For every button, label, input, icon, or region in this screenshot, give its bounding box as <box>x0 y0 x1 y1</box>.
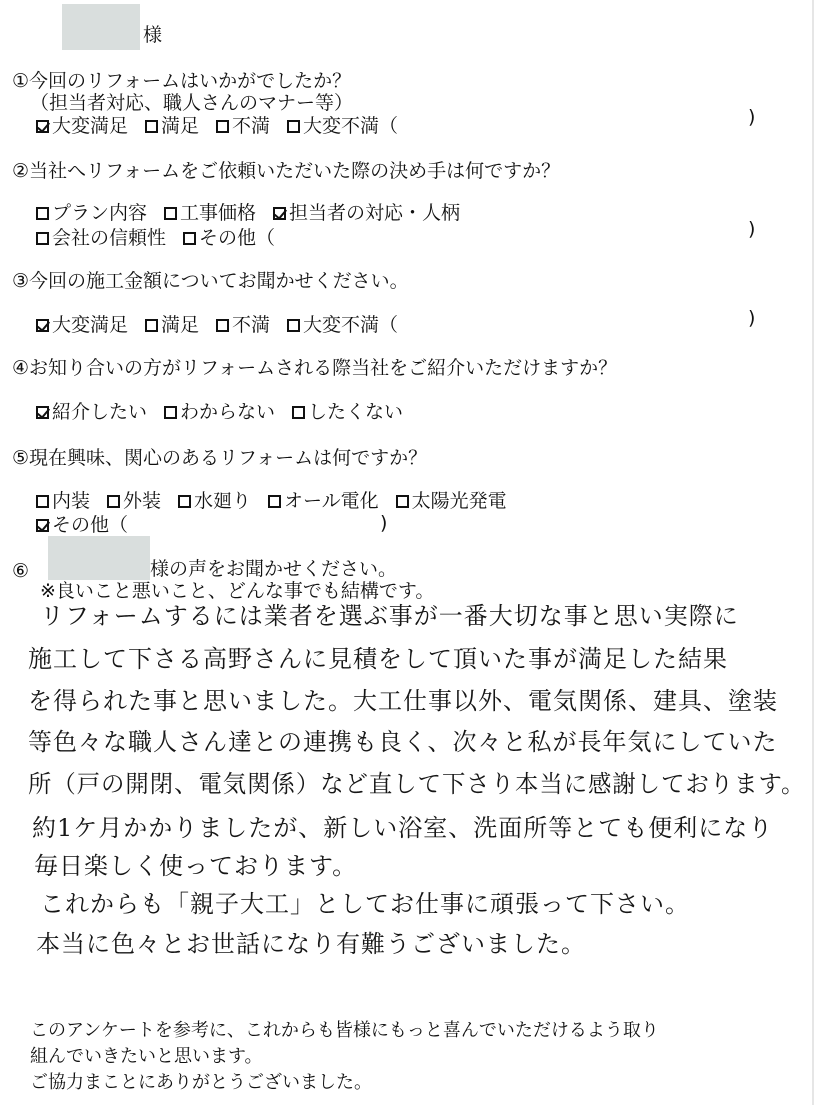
q6-title: 様の声をお聞かせください。 <box>150 558 398 580</box>
q4-option[interactable]: したくない <box>292 401 403 423</box>
q3-option[interactable]: 大変満足 <box>36 314 128 336</box>
q5-options-row2 <box>36 514 145 536</box>
q3-option[interactable]: 不満 <box>216 314 270 336</box>
checkbox-icon[interactable] <box>292 406 305 419</box>
q3-option[interactable]: 満足 <box>145 314 199 336</box>
checkbox-checked-icon[interactable] <box>36 120 49 133</box>
q4-title: ④お知り合いの方がリフォームされる際当社をご紹介いただけますか？ <box>12 357 618 379</box>
handwritten-line: 施工して下さる高野さんに見積をして頂いた事が満足した結果 <box>28 645 728 673</box>
q2-close-paren: ) <box>748 218 756 240</box>
q4-option[interactable]: 紹介したい <box>36 401 147 423</box>
q2-options-row1 <box>36 202 477 224</box>
q2-option[interactable]: その他（ <box>183 227 275 249</box>
q5-option[interactable]: 水廻り <box>178 490 251 512</box>
q2-option[interactable]: プラン内容 <box>36 202 147 224</box>
handwritten-line: 毎日楽しく使っております。 <box>34 852 358 880</box>
q2-option[interactable]: 担当者の対応・人柄 <box>273 202 460 224</box>
q6-note: ※良いこと悪いこと、どんな事でも結構です。 <box>40 580 435 602</box>
q3-option[interactable]: 大変不満（ <box>287 314 398 336</box>
scan-edge <box>812 0 814 1105</box>
checkbox-icon[interactable] <box>216 319 229 332</box>
redacted-name <box>48 536 150 580</box>
q2-option[interactable]: 工事価格 <box>164 202 256 224</box>
checkbox-icon[interactable] <box>145 319 158 332</box>
q5-option[interactable]: オール電化 <box>268 490 379 512</box>
checkbox-icon[interactable] <box>145 120 158 133</box>
checkbox-checked-icon[interactable] <box>36 406 49 419</box>
handwritten-line: 等色々な職人さん達との連携も良く、次々と私が長年気にしていた <box>28 728 778 756</box>
checkbox-icon[interactable] <box>107 495 120 508</box>
q3-close-paren: ) <box>748 307 756 329</box>
checkbox-icon[interactable] <box>178 495 191 508</box>
q2-options-row2 <box>36 227 292 249</box>
checkbox-icon[interactable] <box>36 232 49 245</box>
q5-options-row1 <box>36 490 524 512</box>
handwritten-line: を得られた事と思いました。大工仕事以外、電気関係、建具、塗装 <box>28 687 778 715</box>
q1-option[interactable]: 大変不満（ <box>287 115 398 137</box>
checkbox-icon[interactable] <box>36 207 49 220</box>
checkbox-checked-icon[interactable] <box>36 319 49 332</box>
closing-line: このアンケートを参考に、これからも皆様にもっと喜んでいただけるよう取り <box>30 1020 659 1041</box>
q1-option[interactable]: 満足 <box>145 115 199 137</box>
handwritten-line: 所（戸の開閉、電気関係）など直して下さり本当に感謝しております。 <box>28 770 806 798</box>
handwritten-line: 約1ケ月かかりましたが、新しい浴室、洗面所等とても便利になり <box>32 814 774 842</box>
checkbox-icon[interactable] <box>36 495 49 508</box>
redacted-name <box>62 4 140 50</box>
handwritten-line: 本当に色々とお世話になり有難うございました。 <box>36 930 586 958</box>
q1-title: ①今回のリフォームはいかがでしたか？ <box>12 70 352 92</box>
checkbox-icon[interactable] <box>164 207 177 220</box>
checkbox-icon[interactable] <box>216 120 229 133</box>
checkbox-checked-icon[interactable] <box>36 519 49 532</box>
q5-option[interactable]: その他（ <box>36 514 128 536</box>
q4-option[interactable]: わからない <box>164 401 275 423</box>
q4-options <box>36 401 420 423</box>
q5-option[interactable]: 外装 <box>107 490 161 512</box>
q1-close-paren: ) <box>748 106 756 128</box>
honorific-suffix: 様 <box>143 24 163 46</box>
checkbox-icon[interactable] <box>183 232 196 245</box>
q5-option[interactable]: 内装 <box>36 490 90 512</box>
closing-line: 組んでいきたいと思います。 <box>30 1046 263 1067</box>
q1-options <box>36 115 415 137</box>
closing-line: ご協力まことにありがとうございました。 <box>30 1072 372 1093</box>
q3-options <box>36 314 415 336</box>
q5-option[interactable]: 太陽光発電 <box>396 490 507 512</box>
checkbox-icon[interactable] <box>287 319 300 332</box>
q2-title: ②当社へリフォームをご依頼いただいた際の決め手は何ですか？ <box>12 160 561 182</box>
checkbox-icon[interactable] <box>287 120 300 133</box>
q1-option[interactable]: 不満 <box>216 115 270 137</box>
q3-title: ③今回の施工金額についてお聞かせください。 <box>12 270 409 292</box>
checkbox-checked-icon[interactable] <box>273 207 286 220</box>
q5-title: ⑤現在興味、関心のあるリフォームは何ですか？ <box>12 447 428 469</box>
q2-option[interactable]: 会社の信頼性 <box>36 227 166 249</box>
checkbox-icon[interactable] <box>268 495 281 508</box>
q1-option[interactable]: 大変満足 <box>36 115 128 137</box>
handwritten-line: リフォームするには業者を選ぶ事が一番大切な事と思い実際に <box>40 602 739 630</box>
handwritten-line: これからも「親子大工」としてお仕事に頑張って下さい。 <box>40 890 690 918</box>
checkbox-icon[interactable] <box>164 406 177 419</box>
q6-number: ⑥ <box>12 560 30 582</box>
q5-close-paren: ) <box>380 512 388 534</box>
checkbox-icon[interactable] <box>396 495 409 508</box>
q1-subtitle: （担当者対応、職人さんのマナー等） <box>30 92 354 114</box>
